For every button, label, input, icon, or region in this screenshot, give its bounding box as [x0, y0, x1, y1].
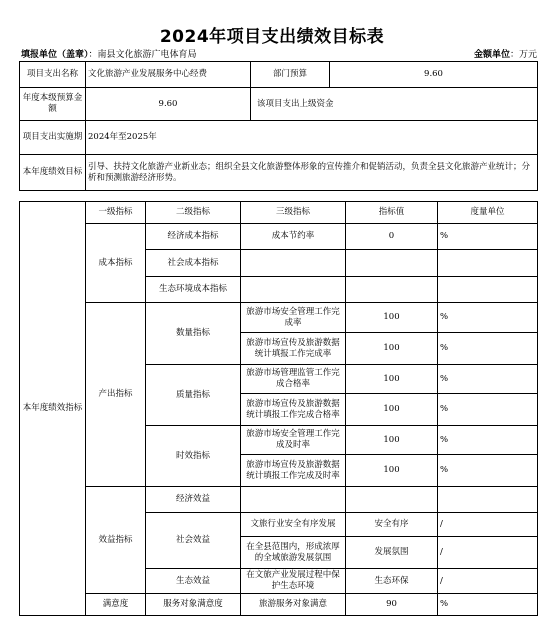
- time-row-1-name: 旅游市场安全管理工作完成及时率: [241, 426, 346, 455]
- amount-unit-label: 金额单位: [473, 50, 510, 60]
- upper-funds-label: 该项目支出上级资金: [251, 88, 538, 121]
- time-row-2-value: 100: [346, 455, 438, 487]
- eco-cost-l3: [241, 277, 346, 303]
- economic-benefit-value: [346, 487, 438, 513]
- header-unit: 度量单位: [438, 202, 538, 224]
- satisfaction-l3: 旅游服务对象满意: [241, 594, 346, 616]
- social-benefit-row-2-value: 发展氛围: [346, 537, 438, 569]
- quality-row-1-value: 100: [346, 365, 438, 394]
- annual-amount-label: 年度本级预算金额: [20, 88, 86, 121]
- social-benefit-label: 社会效益: [146, 513, 241, 569]
- reporting-unit-value: ：南县文化旅游广电体育局: [88, 50, 197, 60]
- satisfaction-value: 90: [346, 594, 438, 616]
- quantity-row-2-value: 100: [346, 333, 438, 365]
- quantity-row-2-unit: %: [438, 333, 538, 365]
- social-cost-unit: [438, 250, 538, 277]
- period-label: 项目支出实施期: [20, 121, 86, 155]
- quality-row-1-name: 旅游市场管理监管工作完成合格率: [241, 365, 346, 394]
- project-info-table: [19, 61, 538, 191]
- economic-benefit-unit: [438, 487, 538, 513]
- goal-label: 本年度绩效目标: [20, 155, 86, 191]
- satisfaction-unit: %: [438, 594, 538, 616]
- social-benefit-row-1-unit: /: [438, 513, 538, 537]
- social-cost-value: [346, 250, 438, 277]
- eco-benefit-unit: /: [438, 569, 538, 594]
- indicators-table: [19, 201, 538, 616]
- amount-unit: [474, 47, 537, 60]
- amount-unit-value: ：万元: [509, 50, 537, 60]
- time-row-2-unit: %: [438, 455, 538, 487]
- quality-row-1-unit: %: [438, 365, 538, 394]
- time-row-2-name: 旅游市场宣传及旅游数据统计填报工作完成及时率: [241, 455, 346, 487]
- page-title: 2024年项目支出绩效目标表: [159, 27, 385, 47]
- reporting-unit: [21, 47, 197, 60]
- social-benefit-row-2-unit: /: [438, 537, 538, 569]
- indicators-section-label: 本年度绩效指标: [20, 202, 86, 616]
- social-cost-l3: [241, 250, 346, 277]
- quality-row-2-name: 旅游市场宣传及旅游数据统计填报工作完成合格率: [241, 394, 346, 426]
- header-level2: 二级指标: [146, 202, 241, 224]
- eco-cost-label: 生态环境成本指标: [146, 277, 241, 303]
- header-value: 指标值: [346, 202, 438, 224]
- eco-cost-value: [346, 277, 438, 303]
- economic-benefit-label: 经济效益: [146, 487, 241, 513]
- economic-benefit-l3: [241, 487, 346, 513]
- eco-benefit-l3: 在文旅产业发展过程中保护生态环境: [241, 569, 346, 594]
- cost-indicator-label: 成本指标: [86, 224, 146, 303]
- quantity-row-1-unit: %: [438, 303, 538, 333]
- eco-benefit-label: 生态效益: [146, 569, 241, 594]
- economic-cost-unit: %: [438, 224, 538, 250]
- project-name-value: 文化旅游产业发展服务中心经费: [86, 62, 251, 88]
- quantity-row-1-value: 100: [346, 303, 438, 333]
- quality-indicator-label: 质量指标: [146, 365, 241, 426]
- goal-value: 引导、扶持文化旅游产业新业态；组织全县文化旅游整体形象的宣传推介和促销活动，负责全县文化旅游产业统计；分析和预测旅游经济形势。: [86, 155, 538, 191]
- social-benefit-row-1-value: 安全有序: [346, 513, 438, 537]
- economic-cost-l3: 成本节约率: [241, 224, 346, 250]
- dept-budget-label: 部门预算: [251, 62, 330, 88]
- social-benefit-row-1-name: 文旅行业安全有序发展: [241, 513, 346, 537]
- period-value: 2024年至2025年: [86, 121, 538, 155]
- economic-cost-label: 经济成本指标: [146, 224, 241, 250]
- annual-amount-value: 9.60: [86, 88, 251, 121]
- time-row-1-value: 100: [346, 426, 438, 455]
- project-name-label: 项目支出名称: [20, 62, 86, 88]
- benefit-indicator-label: 效益指标: [86, 487, 146, 594]
- output-indicator-label: 产出指标: [86, 303, 146, 487]
- time-row-1-unit: %: [438, 426, 538, 455]
- header-level1: 一级指标: [86, 202, 146, 224]
- social-cost-label: 社会成本指标: [146, 250, 241, 277]
- dept-budget-value: 9.60: [330, 62, 538, 88]
- social-benefit-row-2-name: 在全县范围内，形成浓厚的全域旅游发展氛围: [241, 537, 346, 569]
- satisfaction-l2: 服务对象满意度: [146, 594, 241, 616]
- quantity-indicator-label: 数量指标: [146, 303, 241, 365]
- quality-row-2-unit: %: [438, 394, 538, 426]
- satisfaction-indicator-label: 满意度: [86, 594, 146, 616]
- economic-cost-value: 0: [346, 224, 438, 250]
- quantity-row-1-name: 旅游市场安全管理工作完成率: [241, 303, 346, 333]
- eco-cost-unit: [438, 277, 538, 303]
- eco-benefit-value: 生态环保: [346, 569, 438, 594]
- reporting-unit-label: 填报单位（盖章）: [21, 50, 89, 60]
- time-indicator-label: 时效指标: [146, 426, 241, 487]
- quality-row-2-value: 100: [346, 394, 438, 426]
- header-level3: 三级指标: [241, 202, 346, 224]
- quantity-row-2-name: 旅游市场宣传及旅游数据统计填报工作完成率: [241, 333, 346, 365]
